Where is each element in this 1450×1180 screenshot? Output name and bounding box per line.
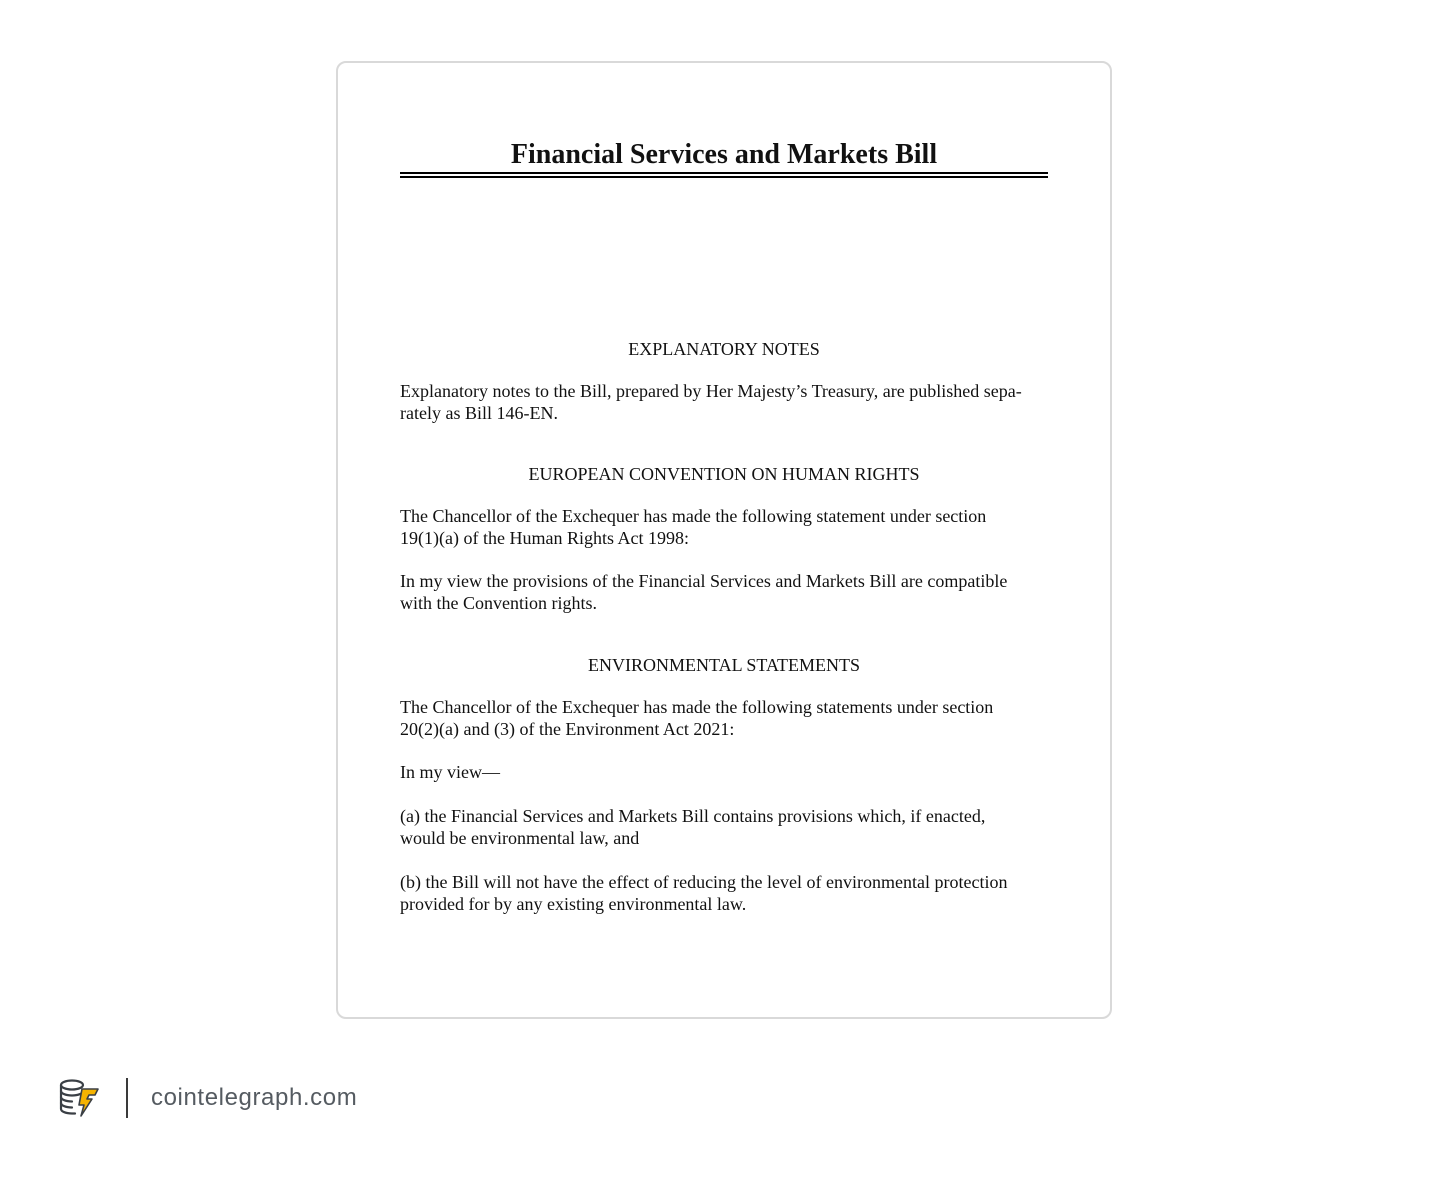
- footer-divider: [126, 1078, 128, 1118]
- cointelegraph-logo-icon: [58, 1077, 102, 1119]
- footer-branding: [58, 1076, 357, 1120]
- document-page: [336, 61, 1112, 1019]
- text-line: with the Convention rights.: [400, 593, 597, 613]
- text-line: provided for by any existing environmental law.: [400, 894, 747, 914]
- paragraph-env-view: [400, 761, 1048, 783]
- paragraph-explanatory-notes: [400, 380, 1048, 424]
- text-line: Explanatory notes to the Bill, prepared by Her Majesty’s Treasury, are published sepa-: [400, 381, 1022, 401]
- document-title: Financial Services and Markets Bill: [510, 139, 938, 170]
- text-line: (b) the Bill will not have the effect of reducing the level of environmental protection: [400, 872, 1008, 892]
- paragraph-env-item-b: [400, 871, 1048, 915]
- heading-environmental-statements: ENVIRONMENTAL STATEMENTS: [588, 655, 860, 675]
- text-line: The Chancellor of the Exchequer has made the following statement under section: [400, 506, 987, 526]
- text-line: The Chancellor of the Exchequer has made the following statements under section: [400, 697, 994, 717]
- text-line: 19(1)(a) of the Human Rights Act 1998:: [400, 528, 689, 548]
- text-line: 20(2)(a) and (3) of the Environment Act 2021:: [400, 719, 735, 739]
- paragraph-echr-statement: [400, 505, 1048, 549]
- text-line: would be environmental law, and: [400, 828, 640, 848]
- site-url: cointelegraph.com: [151, 1084, 358, 1111]
- title-rule-bottom: [400, 176, 1048, 178]
- paragraph-echr-view: [400, 570, 1048, 614]
- title-rule-top: [400, 172, 1048, 174]
- paragraph-env-item-a: [400, 805, 1048, 849]
- heading-explanatory-notes: EXPLANATORY NOTES: [628, 339, 820, 359]
- heading-echr: EUROPEAN CONVENTION ON HUMAN RIGHTS: [528, 464, 920, 484]
- text-line: In my view—: [400, 762, 500, 782]
- paragraph-env-statement: [400, 696, 1048, 740]
- text-line: (a) the Financial Services and Markets Bill contains provisions which, if enacted,: [400, 806, 986, 826]
- text-line: rately as Bill 146-EN.: [400, 403, 558, 423]
- text-line: In my view the provisions of the Financial Services and Markets Bill are compatible: [400, 571, 1008, 591]
